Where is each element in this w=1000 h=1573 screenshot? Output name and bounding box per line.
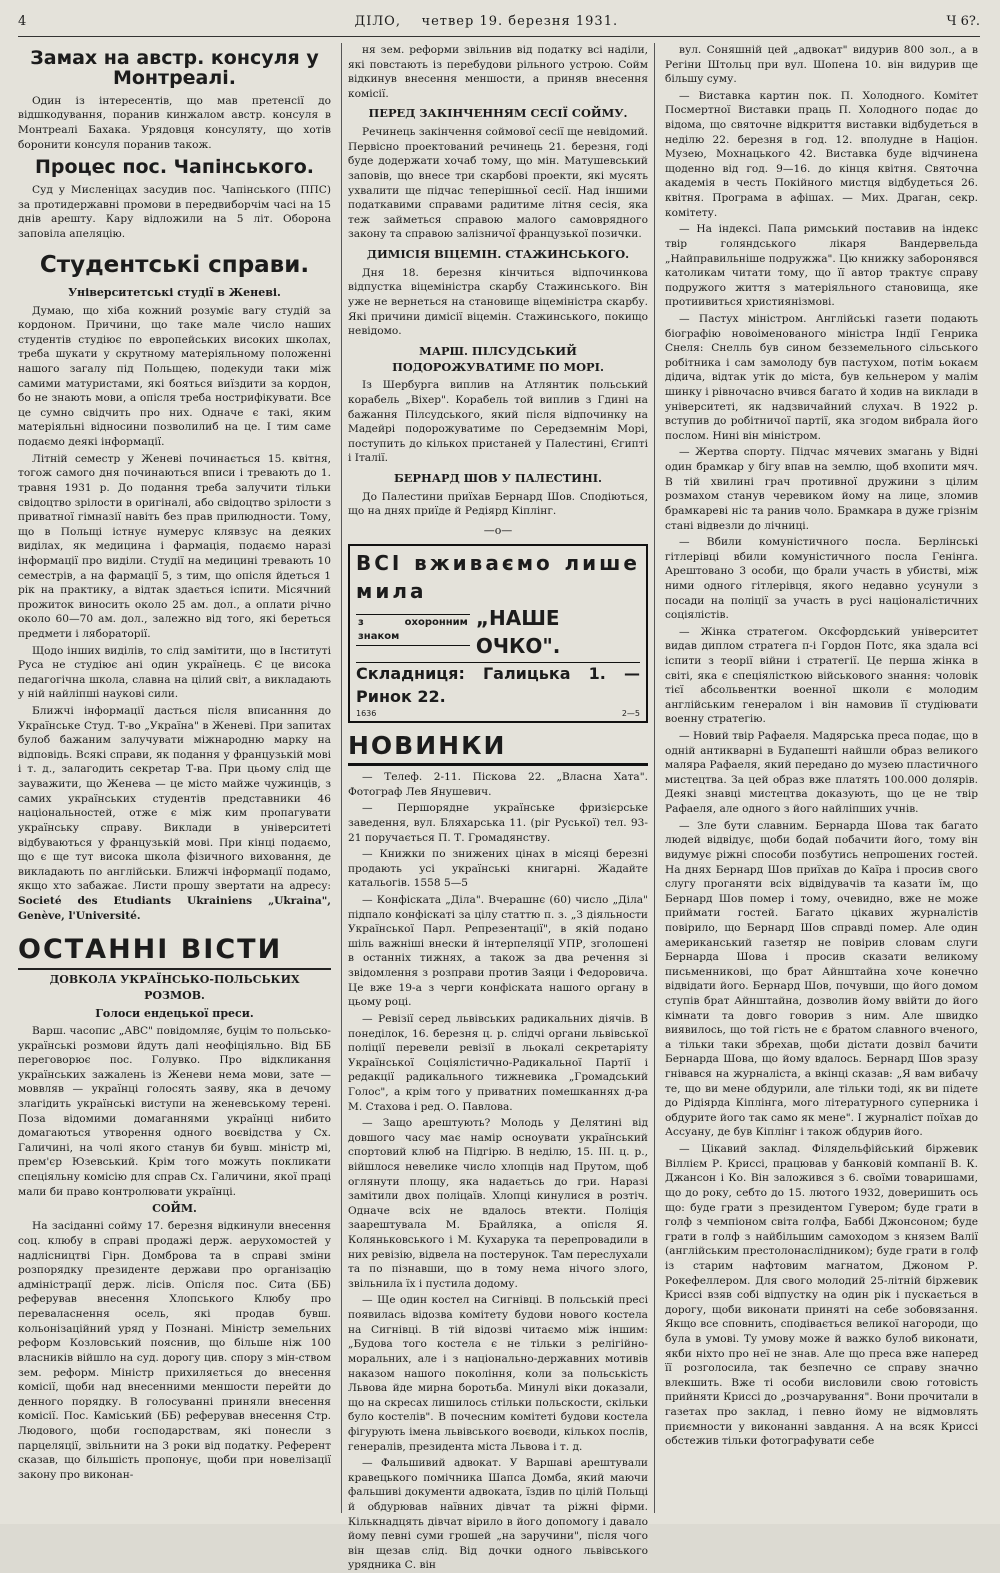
issue-date: четвер 19. березня 1931. bbox=[421, 14, 619, 29]
ad-address: Складниця: Галицька 1. — Ринок 22. bbox=[356, 662, 640, 707]
news-item: — Конфіската „Діла". Вчерашнє (60) число „Діла" підпало конфіскаті за цілу статтю п. з. „З діяльности Української Парл. Репрезентації", в якій подано шіль важніші внески й інтерпеляції УПР, зголошені в останніх тижнях, а також за два речення зі звідомлення з розправи против Заяци і Федоровича. Це вже 19-а з черги конфіската нашого органу в цьому році. bbox=[348, 894, 648, 1009]
news-item: — Фальшивий адвокат. У Варшаві арештували кравецького помічника Шапса Домба, який маючи фальшиві документи адвоката, їздив по цілій Польщі й обдурював наївних дівчат та ріжні фірми. Кількнадцять дівчат вірило в його допомогу і давало йому певні суми грошей „на заручини", після чого він щезав слід. Від дочки одного львівського урядника С. він bbox=[348, 1457, 648, 1572]
paper-name: ДІЛО, bbox=[354, 14, 401, 29]
news-item: — Виставка картин пок. П. Холодного. Комітет Посмертної Виставки праць П. Холодного подає до відома, що святочне відкриття виставки відбудеться в неділю 22. березня в год. 12. вполудне в Націон. Музею, Мохнацького 42. Виставка буде відчинена щоденно від год. 9—16. до кінця квітня. Святочна академія в честь Покійного мистця відбудеться 26. квітня. Програма в афішах. — Мих. Драган, секр. комітету. bbox=[665, 89, 978, 219]
news-item: — Вбили комуністичного посла. Берлінські гітлерівці вбили комуністичного посла Генінга. Арештовано 3 особи, що брали участь в убистві, між ними одного гітлерівця, якого недавно усунули з посади на поліції за участь в русі націоналістичних соціялістів. bbox=[665, 536, 978, 622]
news-item: — Ревізії серед львівських радикальних діячів. В понеділок, 16. березня ц. р. слідчі органи львівської поліції перевели ревізії в льокалі секретаріяту Української Соціялістично-Радикальної Партії і редакції радикального тижневика „Громадський Голос", а крім того у приватних помешканнях д-ра М. Стахова і ред. О. Павлова. bbox=[348, 1012, 648, 1113]
article-paragraph: На засіданні сойму 17. березня відкинули внесення соц. клюбу в справі продажі держ. аерухомостей у надлісництві Гірн. Домброва та в справі зміни розпорядку президенте держави про організацію адміністрації держ. лісів. Опісля пос. Сита (ББ) реферував внесення Хлопського Клюбу про переваласнення осель, які продав бувш. кольонізаційний уряд у Познані. Міністр земельних реформ Козловський пояснив, що більше ніж 100 власників війшло на суд. дорогу цив. спору з мін-ством зем. реформ. Міністр прихиляється до внесення комісії, щоби над внесенними меншости перейти до денного порядку. В голосуванні приняли внесення комісії. Пос. Каміський (ББ) реферував внесення Стр. Людового, щоби господарствам, які понесли з парцеляції, звільнити на 3 роки від податку. Референт сказав, що більшість пропонує, щоби при новелізації закону про виконан- bbox=[18, 1220, 331, 1481]
article-body: Суд у Мисленіцах засудив пос. Чапінського (ППС) за протидержавні промови в передвиборчім часі на 15 днів арешту. Кару відложили на 5 літ. Оборона заповіла апеляцію. bbox=[18, 184, 331, 241]
article-title: ДОВКОЛА УКРАЇНСЬКО-ПОЛЬСЬКИХ РОЗМОВ. bbox=[49, 973, 300, 1002]
column-1 bbox=[18, 43, 331, 1513]
news-item: — Ще один костел на Сигнівці. В польській пресі появилась відозва комітету будови нового костела на Сигнівці. В тій відозві читаємо між іншим: „Будова того костела є не тільки з релігійно-моральних, але і з національно-державних мотивів наказом нашого покоління, коли за польськість Львова йде мирна боротьба. Минулі віки доказали, що на скресах лишилось стільки польскости, скільки було костелів". В почесним комітеті будови костела фігурують імена львівського воєводи, кількох послів, генералів, президента міста Львова і т. д. bbox=[348, 1294, 648, 1453]
ad-brand-line bbox=[356, 605, 640, 660]
article-title: МАРШ. ПІЛСУДСЬКИЙ ПОДОРОЖУВАТИМЕ ПО МОРІ. bbox=[392, 343, 604, 374]
article-title: ДИМІСІЯ ВІЦЕМІН. СТАЖИНСЬКОГО. bbox=[366, 247, 630, 262]
column-3 bbox=[665, 43, 978, 1513]
article-body: Із Шербурга виплив на Атлянтик польський корабель „Віхер". Корабель той виплив з Гдині на бажання Пілсудського, який після відпочинку на Мадейрі подорожуватиме по Середземнім Морі, поступить до кількох пристаней у Палестині, Єгипті і Італії. bbox=[348, 379, 648, 465]
news-item: — На індексі. Папа римський поставив на індекс твір голяндського лікаря Вандервельда „Найправильніше подружжа". Цю книжку заборонявся католикам читати тому, що її автор трактує справу подружого життя з матеріяльного становища, яке протиивиться християнізмові. bbox=[665, 223, 978, 309]
postal-address: Societé des Etudiants Ukrainiens „Ukraina", Genève, l'Université. bbox=[18, 894, 331, 922]
news-item: — Жінка стратегом. Оксфордський університет видав диплом стратега п-і Гордон Потс, яка здала всі іспити з теорії війни і стратегії. Це перша жінка в світі, яка є спеціялісткою військового знання: чоловік тієї абсольвентки военної школи є молодим англійським генералом і він намовив її студіювати военну стратегію. bbox=[665, 625, 978, 726]
columns bbox=[18, 43, 980, 1572]
ad-code: 1636 bbox=[356, 708, 377, 718]
article-paragraph: Думаю, що хіба кожний розуміє вагу студій за кордоном. Причини, що таке мале число наших студентів студіює по европейських високих школах, треба шукати у скрутному матеріяльному положенні нашого загалу під Польщею, подекуди таки між самими матуристами, які бояться виїздити за кордон, бо не знають мови, а опісля треба нострифікувати. Все це сумно свідчить про них. Одначе є такі, яким матеріяльні відносини позволилиб на це. І тим саме подаємо деякі інформації. bbox=[18, 304, 331, 449]
column-2 bbox=[341, 43, 655, 1572]
news-item: вул. Соняшній цей „адвокат" видурив 800 зол., а в Регіни Штольц при вул. Шопена 10. він видурив ще більшу суму. bbox=[665, 44, 978, 86]
news-item: — Телеф. 2-11. Піскова 22. „Власна Хата". Фотограф Лев Янушевич. bbox=[348, 771, 648, 798]
page-number: 4 bbox=[18, 14, 27, 29]
article-paragraph: Варш. часопис „АВС" повідомляє, буцім то польсько-українські розмови йдуть далі неофіціяльно. Від ББ переговорює пос. Голувко. Про відкликання українських зажалень із Женеви нема мови, зате — моввляв — українці голосять заяву, яка в дечому злагідить українські виступи на женевському терені. Поза відомими домаганнями українці нибито домагаються утворення одного воєвідства у Сх. Галичині, на чолі якого станув би бувш. міністр мі, прем'єр Юзевський. Крім того можуть покликати спеціяльну комісію для справ Сх. Галичини, якої праці мали би право контролювати українці. bbox=[18, 1024, 331, 1198]
ad-brand-name: „НАШЕ ОЧКО". bbox=[475, 606, 561, 658]
section-title: ОСТАННІ ВІСТИ bbox=[18, 931, 331, 970]
news-item: — Жертва спорту. Підчас мячевих змагань у Відні один брамкар у бігу впав на землю, щоб вхопити мяч. В тій хвилині грач противної дружини з цілим розмахом станув черевиком йому на лице, зломив брамкареві ніс та ранив чоло. Брамкара в дуже грізнім стані відвезли до лічниці. bbox=[665, 446, 978, 532]
ad-codes bbox=[356, 708, 640, 719]
ad-code: 2—5 bbox=[621, 708, 640, 718]
article-continuation: ня зем. реформи звільнив від податку всі наділи, які повстають із перебудови рільного устрою. Сойм відкинув внесення меншости, а приняв внесення комісії. bbox=[348, 44, 648, 100]
news-item: — Новий твір Рафаеля. Мадярська преса подає, що в одній антикварні в Будапешті найшли образ великого маляра Рафаеля, який передано до музею пластичного мистецтва. За цей образ вже платять 100.000 долярів. Деякі знавці мистецтва доказують, що це не твір Рафаеля, але одного з його найліпших учнів. bbox=[665, 730, 978, 816]
article-body: До Палестини приїхав Бернард Шов. Сподіються, що на днях приїде й Редіярд Кіплінг. bbox=[348, 490, 648, 518]
ad-headline: ВСІ вживаємо лише мила bbox=[356, 551, 640, 603]
soap-advertisement bbox=[348, 544, 648, 723]
news-item: — Цікавий заклад. Філядельфійський біржевик Віллієм Р. Криссі, працював у банковій компанії В. К. Джансон і Ко. Він заложився з 6. своїми товаришами, що до року, себто до 15. лютого 1932, доверишить ось що: буде грати з президентом Гувером; буде грати в голф з чемпіоном світа голфа, Баббі Джонсоном; буде грати в голф з найбільшим самоходом з князем Валії (англійським престолонаслідником); буде грати в голф із старим нафтовим магнатом, Джоном Р. Рокефеллером. Для свого молодий 25-літній біржевик Криссі взяв собі відпустку на один рік і пускається в дорогу, щоби виконати приняті на себе зобовязання. Якщо все сповнить, сподівається великої нагороди, що була в умові. Ту умову може й важко булоб виконати, якби ніхто про неї не знав. Але що преса вже наперед її розголосила, так безпечно се справу значно влекшить. Вже ті особи висловили свою готовість прийняти Криссі до „розчарування". Вони прочитали в газетах про заклад, і певно йому не відмовлять приємности у виконанні завдання. А на всяк Криссі обстежив тільки фотографувати себе bbox=[665, 1143, 978, 1448]
article-subtitle: Голоси ендецької преси. bbox=[95, 1006, 254, 1020]
article-title: ПЕРЕД ЗАКІНЧЕННЯМ СЕСІЇ СОЙМУ. bbox=[368, 106, 628, 121]
paragraph-text: Ближчі інформації дасться після вписанння до Українське Студ. Т-во „Україна" в Женеві. При запитах булоб бажаним залучувати міжнародню марку на відповідь. Всякі справи, як подання у французькій мові і т. д., залагодить секретар Т-ва. При цьому слід ще зауважити, що Женева — це місто майже чужинців, з самих українських студентів представники 46 національностей, отже є між ким пропагувати українську справу. Виклади в університеті відбуваються у французькій мові. При кінці подаємо, що є ще тут висока школа фізичного виховання, де викладають по англійськи. Ближчі інформації подамо, якщо хто забажає. Листи прошу звертати на адресу: bbox=[18, 705, 331, 893]
article-title: Процес пос. Чапінського. bbox=[34, 156, 315, 179]
news-item: — Книжки по знижених цінах в місяці березні продають усі українські книгарні. Жадайте катальогів. 1558 5—5 bbox=[348, 848, 648, 890]
issue-number: Ч 6?. bbox=[946, 14, 980, 29]
news-item: — Першорядне українське фризієрське заведення, вул. Бляхарська 11. (ріг Руської) тел. 93-21 поручається П. Т. Громадянству. bbox=[348, 802, 648, 844]
section-divider: —о— bbox=[483, 523, 513, 537]
section-title: НОВИНКИ bbox=[348, 729, 648, 767]
article-body: Речинець закінчення соймової сесії ще невідомий. Первісно проектований речинець 21. березня, годі буде додержати хочаб тому, що мін. Матушевський заповів, що внесе три скарбові проекти, які мусять ухвалити ще підчас теперішньої сесії. Над іншими податкавими справами радитиме літня сесія, яка теж займеться справою малого самоврядного закону та справою залізничої французької позички. bbox=[348, 126, 648, 241]
article-title: БЕРНАРД ШОВ У ПАЛЕСТИНІ. bbox=[394, 470, 602, 485]
running-header bbox=[18, 14, 980, 37]
article-title: Студентські справи. bbox=[39, 251, 310, 278]
article-subtitle: Університетські студії в Женеві. bbox=[68, 286, 281, 300]
article-body: Дня 18. березня кінчиться відпочинкова відпустка віцеміністра скарбу Стажинського. Він уже не вернеться на становище віцеміністра скарбу. Які причини димісії віцемін. Стажинського, покищо невідомо. bbox=[348, 266, 648, 338]
article-paragraph: Щодо інших виділів, то слід замітити, що в Інституті Руса не студіює ані один українець. Є це висока педагогічна школа, славна на цілий світ, а викладають у ній найліпші наукові сили. bbox=[18, 644, 331, 701]
article-body: Один із інтересентів, що мав претенсії до відшкодування, поранив кинжалом австр. консуля в Монтреалі Бахака. Урядовця консуляту, що хотів боронити консуля поранив також. bbox=[18, 94, 331, 151]
news-item: — Защо арештують? Молодь у Делятині від довшого часу має намір осноувати український спортовий клюб на Підгірю. В неділю, 15. ІІІ. ц. р., війшлося невелике число хлопців над Прутом, щоб оглянути площу, яка надаєтьсь до гри. Наразі замітили двох поліцаїв. Хлопці кинулися в розтіч. Одначе всіх не вдалось втекти. Поліція заарештувала М. Брайляка, а опісля Я. Коляньковського і М. Кухарука та перепровадили в них ревізію, відвела на постерунок. Там переслухали та по пізнавши, що в тому нема нічого злого, звільнила їх і пустила додому. bbox=[348, 1117, 648, 1290]
news-item: — Зле бути славним. Бернарда Шова так багато людей відвідує, щоби бодай побачити його, тому він видумує ріжні способи позбутись непрошених гостей. На днях Бернард Шов приїхав до Каїра і просив свого слугу проганяти всіх відвідувачів та казати їм, що Бернард Шов помер і тому, очевидно, вже не може приймати гостей. Багато цікавих журналістів повірило, що Бернард Шов справді помер. Але один американський газетяр не повірив словам слуги Бернарда Шова і просив сказати великому письменникові, що брат Айнштайна хоче конечно відвідати його. Бернард Шов, почувши, що його домом ступів брат Айнштайна, дозволив йому ввійти до його кімнати та довго говорив з ним. Але швидко виявилось, що той гість не є братом славного вченого, а тільки таки збрехав, щоби дістати дозвіл бачити Бернарда Шова, що йому вдалось. Бернард Шов зразу гнівався на журналіста, а вкінці сказав: „Я вам вибачу те, що ви мене обдурили, але тільки тоді, як ви підете до Рідіярда Кіплінга, мого літературного суперника і обдурите його так само як мене". І журналіст поїхав до Ассуану, де був Кіплінг і також обдурив його. bbox=[665, 819, 978, 1139]
news-item: — Пастух міністром. Англійські газети подають біографію новоіменованого міністра Індії Генрика Снеля: Снелль був сином безземельного сільського робітника і сам замолоду був пастухом, потім ьокаєм дідича, відтак утік до міста, був кельнером у малім шинку і рівночасно вчився багато й ходив на виклади в університеті, як надзвичайний слухач. В 1922 р. вступив до робітничої партії, яка згодом вибрала його послом. Нині він міністром. bbox=[665, 312, 978, 442]
ad-trademark-label: з охоронним знаком bbox=[356, 614, 470, 646]
article-title: Замах на австр. консуля у Монтреалі. bbox=[30, 47, 319, 89]
header-center bbox=[355, 14, 618, 29]
article-paragraph bbox=[18, 704, 331, 923]
article-title: СОЙМ. bbox=[152, 1202, 197, 1216]
article-paragraph: Літній семестр у Женеві починається 15. квітня, тогож самого дня починаються вписи і тревають до 1. травня 1931 р. До подання треба залучити тільки свідоцтво зрілости в оригіналі, або свідоцтво зрілости з приватної гімназії навіть без прав прилюдности. Тому, що в Польщі істнує нумерус клявзус на деяких виділах, як медицина і фармація, подаємо наразі інформації про виділи. Студії на медицині тревають 10 семестрів, а на фармації 5, з тим, що опісля йдеться 1 рік на практику, а відтак здається іспити. Місячний прожиток виносить около 25 ам. дол., а оплати річно около 60—70 ам. дол., залежно від того, які береться предмети і лябораторії. bbox=[18, 452, 331, 640]
